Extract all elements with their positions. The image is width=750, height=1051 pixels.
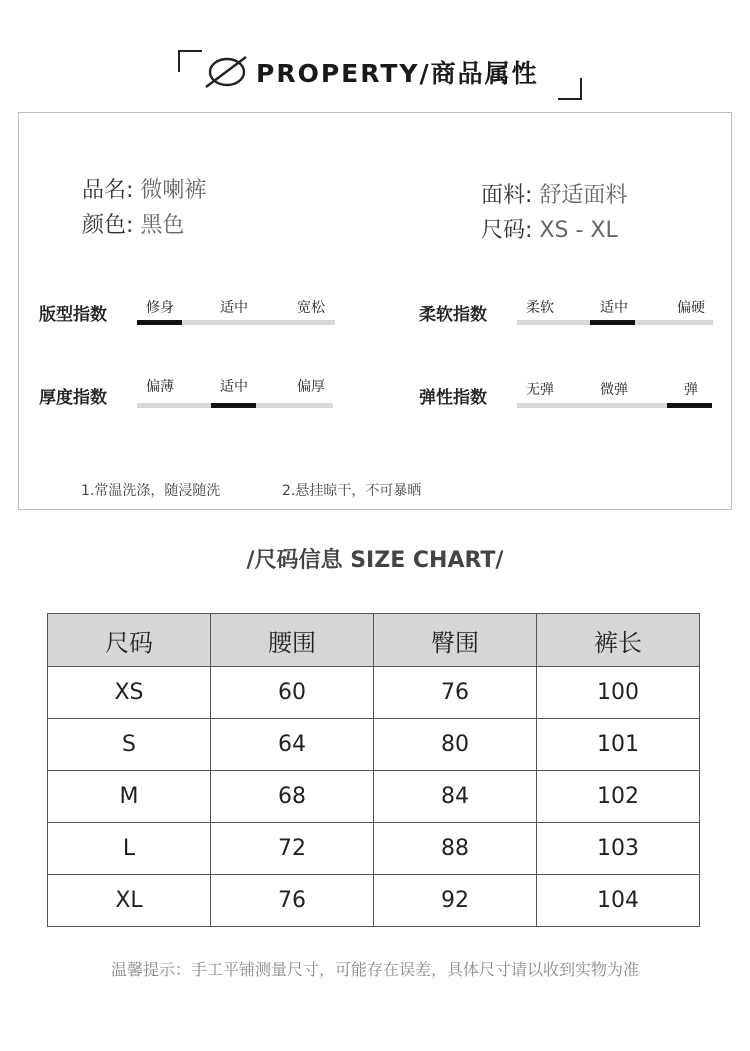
cell-waist: 60	[211, 667, 374, 719]
product-name	[82, 173, 206, 204]
cell-length: 101	[537, 719, 700, 771]
care-note-wash: 1.常温洗涤，随浸随洗	[81, 483, 221, 499]
thickness-option-thin: 偏薄	[146, 379, 174, 395]
header-hip: 臀围	[374, 614, 537, 667]
size-chart-table	[47, 613, 700, 927]
fit-index-label: 版型指数	[39, 305, 107, 325]
size-chart-title: /尺码信息 SIZE CHART/	[246, 548, 504, 573]
cell-size: XS	[48, 667, 211, 719]
cell-size: XL	[48, 875, 211, 927]
softness-index-indicator	[590, 320, 635, 325]
cell-hip: 88	[374, 823, 537, 875]
measurement-tip: 温馨提示：手工平铺测量尺寸，可能存在误差，具体尺寸请以收到实物为准	[110, 960, 639, 979]
cell-hip: 76	[374, 667, 537, 719]
elasticity-index-label: 弹性指数	[419, 388, 487, 408]
product-color-label: 颜色:	[82, 213, 134, 238]
table-row	[48, 875, 700, 927]
elasticity-option-slight: 微弹	[600, 382, 628, 398]
cell-hip: 92	[374, 875, 537, 927]
fit-option-medium: 适中	[220, 300, 248, 316]
cell-length: 102	[537, 771, 700, 823]
cell-length: 100	[537, 667, 700, 719]
cell-waist: 76	[211, 875, 374, 927]
table-row	[48, 823, 700, 875]
cell-waist: 72	[211, 823, 374, 875]
crossed-circle-icon	[203, 54, 249, 90]
elasticity-option-elastic: 弹	[684, 382, 698, 398]
table-row	[48, 719, 700, 771]
bracket-top-left	[178, 50, 202, 72]
cell-hip: 80	[374, 719, 537, 771]
cell-size: S	[48, 719, 211, 771]
header-waist: 腰围	[211, 614, 374, 667]
cell-size: M	[48, 771, 211, 823]
cell-hip: 84	[374, 771, 537, 823]
thickness-index-indicator	[211, 403, 256, 408]
header-title: PROPERTY/商品属性	[256, 59, 539, 88]
product-size-label: 尺码:	[481, 218, 533, 243]
product-fabric	[481, 178, 627, 209]
product-size-value: XS - XL	[539, 218, 618, 243]
fit-option-slim: 修身	[146, 300, 174, 316]
product-color-value: 黑色	[140, 213, 185, 238]
thickness-index-label: 厚度指数	[39, 388, 107, 408]
table-row	[48, 771, 700, 823]
elasticity-option-none: 无弹	[526, 382, 554, 398]
property-header	[0, 40, 750, 110]
product-name-value: 微喇裤	[140, 178, 207, 203]
product-fabric-label: 面料:	[481, 183, 533, 208]
table-header-row	[48, 614, 700, 667]
header-length: 裤长	[537, 614, 700, 667]
cell-size: L	[48, 823, 211, 875]
thickness-option-medium: 适中	[220, 379, 248, 395]
cell-length: 103	[537, 823, 700, 875]
cell-length: 104	[537, 875, 700, 927]
product-color	[82, 208, 184, 239]
thickness-option-thick: 偏厚	[297, 379, 325, 395]
property-box	[18, 112, 732, 510]
softness-index-label: 柔软指数	[419, 305, 487, 325]
table-row	[48, 667, 700, 719]
header-size: 尺码	[48, 614, 211, 667]
bracket-bottom-right	[558, 78, 582, 100]
softness-option-hard: 偏硬	[677, 300, 705, 316]
product-fabric-value: 舒适面料	[539, 183, 628, 208]
elasticity-index-indicator	[667, 403, 712, 408]
product-size	[481, 213, 618, 244]
cell-waist: 64	[211, 719, 374, 771]
product-name-label: 品名:	[82, 178, 134, 203]
fit-option-loose: 宽松	[297, 300, 325, 316]
softness-option-medium: 适中	[600, 300, 628, 316]
cell-waist: 68	[211, 771, 374, 823]
softness-option-soft: 柔软	[526, 300, 554, 316]
fit-index-indicator	[137, 320, 182, 325]
care-note-dry: 2.悬挂晾干，不可暴晒	[282, 483, 422, 499]
